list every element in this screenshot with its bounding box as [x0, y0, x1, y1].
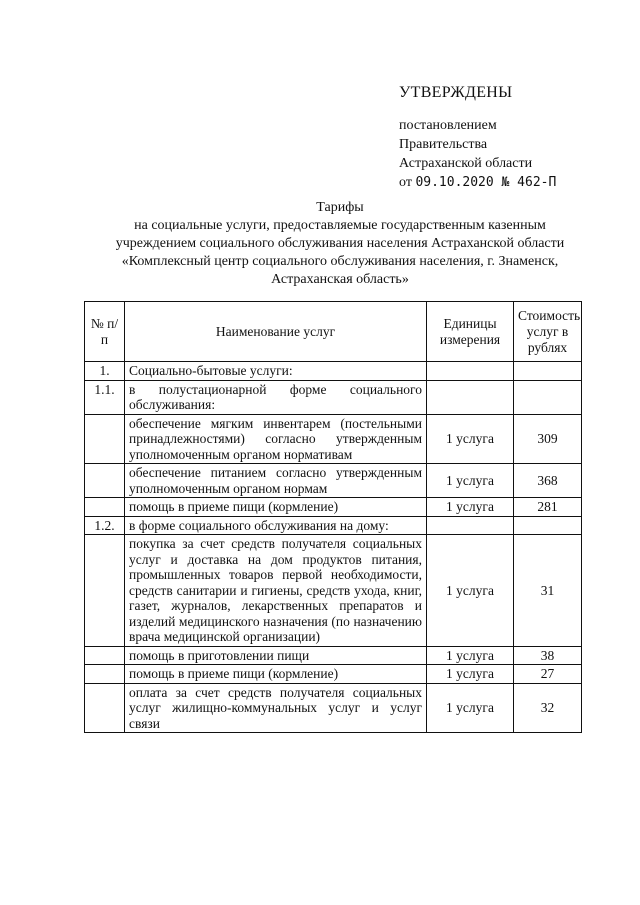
table-row	[85, 665, 582, 684]
row-service-name: обеспечение питанием согласно утвержденным уполномоченным органом нормам	[125, 464, 427, 498]
row-service-name: оплата за счет средств получателя социальных услуг жилищно-коммунальных услуг и услуг связи	[125, 683, 427, 733]
heading-line-2: учреждением социального обслуживания населения Астраханской области	[115, 236, 565, 251]
row-price: 281	[514, 498, 582, 517]
row-price: 309	[514, 414, 582, 464]
row-price: 32	[514, 683, 582, 733]
row-num: 1.1.	[85, 380, 125, 414]
row-price	[514, 516, 582, 535]
row-service-name: помощь в приготовлении пищи	[125, 646, 427, 665]
row-num	[85, 683, 125, 733]
tariff-table	[84, 301, 582, 733]
row-price: 31	[514, 535, 582, 647]
header-price: Стоимость услуг в рублях	[514, 302, 582, 362]
heading-line-3: «Комплексный центр социального обслуживания населения, г. Знаменск,	[121, 254, 559, 269]
row-price: 368	[514, 464, 582, 498]
heading-title: Тарифы	[316, 200, 364, 215]
decree-line-2: Правительства	[399, 137, 488, 152]
row-price: 27	[514, 665, 582, 684]
table-row	[85, 414, 582, 464]
row-unit: 1 услуга	[427, 464, 514, 498]
row-service-name: помощь в приеме пищи (кормление)	[125, 665, 427, 684]
row-num	[85, 535, 125, 647]
row-unit: 1 услуга	[427, 683, 514, 733]
row-service-name: Социально-бытовые услуги:	[125, 362, 427, 381]
table-row	[85, 683, 582, 733]
row-unit: 1 услуга	[427, 535, 514, 647]
row-unit: 1 услуга	[427, 498, 514, 517]
decree-line-1: постановлением	[399, 118, 497, 133]
row-service-name: помощь в приеме пищи (кормление)	[125, 498, 427, 517]
row-price	[514, 362, 582, 381]
decree-date-prefix: от	[399, 175, 412, 190]
row-price: 38	[514, 646, 582, 665]
row-service-name: обеспечение мягким инвентарем (постельными принадлежностями) согласно утвержденным уполномоченным органом нормативам	[125, 414, 427, 464]
row-service-name: в форме социального обслуживания на дому:	[125, 516, 427, 535]
row-num	[85, 464, 125, 498]
row-unit: 1 услуга	[427, 646, 514, 665]
table-row	[85, 498, 582, 517]
table-row	[85, 516, 582, 535]
table-row	[85, 535, 582, 647]
row-unit	[427, 362, 514, 381]
row-num	[85, 646, 125, 665]
approval-decree	[399, 116, 556, 192]
row-unit	[427, 516, 514, 535]
row-service-name: покупка за счет средств получателя социальных услуг и доставка на дом продуктов питания, промышленных товаров первой необходимости, средств санитарии и гигиены, средств ухода, книг, газет, журналов, лекарственных препаратов и изделий медицинского назначения (по назначению врача медицинской организации)	[125, 535, 427, 647]
table-row	[85, 464, 582, 498]
row-unit	[427, 380, 514, 414]
decree-date-number: 09.10.2020 № 462-П	[415, 175, 557, 190]
row-num	[85, 498, 125, 517]
document-heading	[100, 199, 580, 289]
table-header-row	[85, 302, 582, 362]
row-num	[85, 414, 125, 464]
row-num	[85, 665, 125, 684]
table-row	[85, 380, 582, 414]
row-unit: 1 услуга	[427, 414, 514, 464]
header-num: № п/п	[85, 302, 125, 362]
row-price	[514, 380, 582, 414]
table-row	[85, 646, 582, 665]
decree-line-3: Астраханской области	[399, 156, 533, 171]
header-unit: Единицы измерения	[427, 302, 514, 362]
row-num: 1.2.	[85, 516, 125, 535]
table-row	[85, 362, 582, 381]
row-service-name: в полустационарной форме социального обслуживания:	[125, 380, 427, 414]
decree-date-line	[399, 173, 556, 192]
header-name: Наименование услуг	[125, 302, 427, 362]
heading-line-1: на социальные услуги, предоставляемые государственным казенным	[134, 218, 546, 233]
row-num: 1.	[85, 362, 125, 381]
row-unit: 1 услуга	[427, 665, 514, 684]
approval-title: УТВЕРЖДЕНЫ	[399, 84, 513, 101]
heading-line-4: Астраханская область»	[271, 272, 409, 287]
